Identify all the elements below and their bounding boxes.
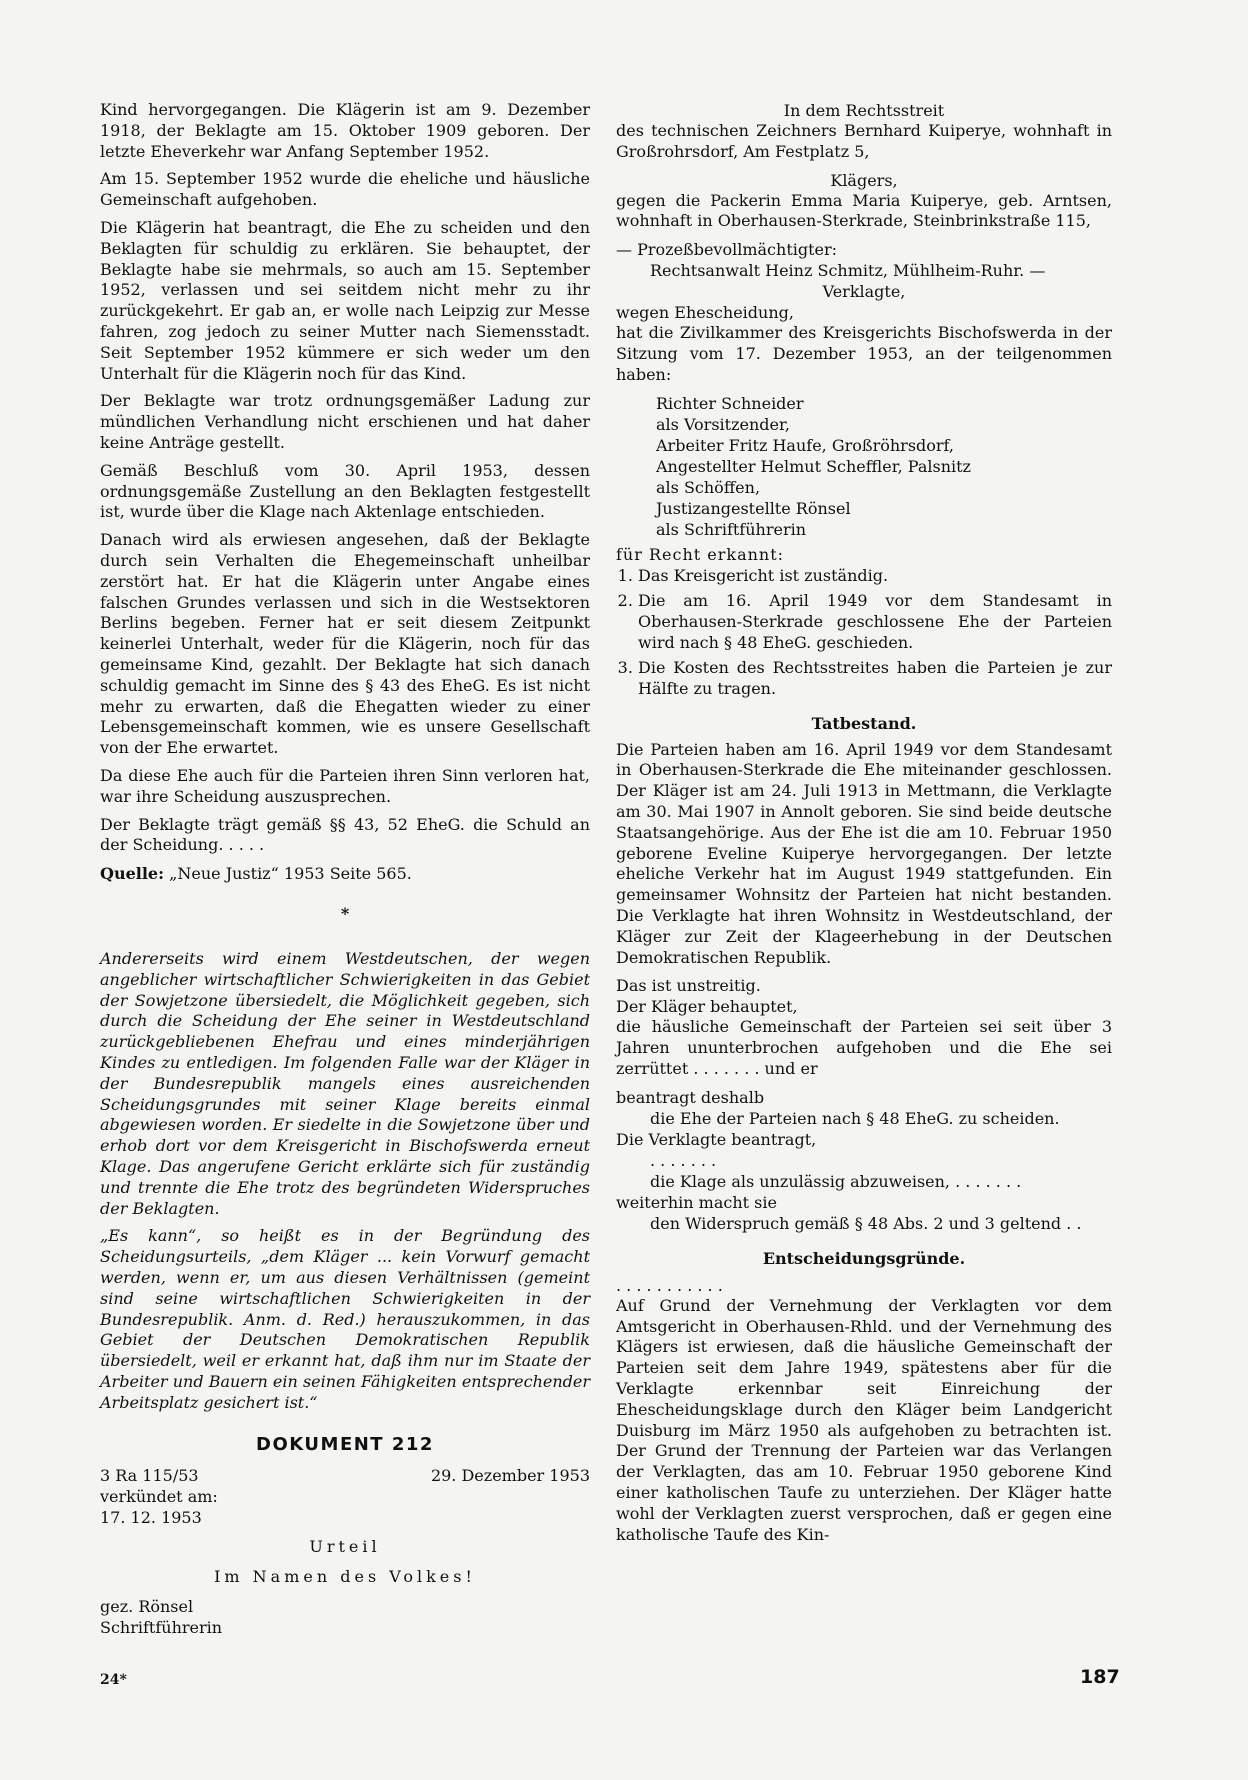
document-title: DOKUMENT 212: [256, 1433, 434, 1455]
section-heading: Entscheidungsgründe.: [762, 1248, 966, 1268]
party-role: Klägers,: [830, 170, 898, 190]
tenor-item: 2. Die am 16. April 1949 vor dem Standesamt in Oberhausen-Sterkrade geschlossene Ehe der Parteien wird nach § 48 EheG. geschieden.: [638, 590, 1112, 653]
editorial-paragraph: „Es kann“, so heißt es in der Begründung des Scheidungsurteils, „dem Kläger ... kein Vorwurf gemacht werden, wenn er, um aus diesen Verhältnissen (gemeint sind seine wirtschaftlichen Schwierigkeiten in der Bundesrepublik. Anm. d. Red.) herauszukommen, in das Gebiet der Deutschen Demokratischen Republik übersiedelt, weil er erkannt hat, daß ihm nur im Staate der Arbeiter und Bauern ein seinen Fähigkeiten entsprechender Arbeitsplatz gesichert ist.“: [100, 1226, 590, 1412]
paragraph: Kind hervorgegangen. Die Klägerin ist am 9. Dezember 1918, der Beklagte am 15. Oktober 1909 geboren. Der letzte Eheverkehr war Anfang September 1952.: [100, 100, 590, 161]
signature: gez. Rönsel: [100, 1596, 194, 1616]
tenor-list: [616, 565, 1112, 699]
announcement-label: verkündet am:: [100, 1486, 218, 1506]
member-line: Justizangestellte Rönsel: [656, 498, 851, 518]
paragraph: Da diese Ehe auch für die Parteien ihren Sinn verloren hat, war ihre Scheidung auszusprechen.: [100, 765, 590, 806]
left-column: [100, 100, 590, 1638]
text-line: den Widerspruch gemäß § 48 Abs. 2 und 3 geltend . .: [650, 1213, 1082, 1233]
counsel-name: Rechtsanwalt Heinz Schmitz, Mühlheim-Ruhr. —: [650, 261, 1046, 281]
signature-role: Schriftführerin: [100, 1617, 223, 1637]
text-line: . . . . . . . . . . .: [616, 1275, 723, 1295]
court-members: [616, 393, 1112, 540]
text-line: die Klage als unzulässig abzuweisen, . . . . . . .: [650, 1171, 1022, 1191]
verdict-intro: für Recht erkannt:: [616, 544, 785, 564]
paragraph: Der Beklagte trägt gemäß §§ 43, 52 EheG. die Schuld an der Scheidung. . . . .: [100, 814, 590, 855]
verdict-heading: Urteil: [309, 1536, 381, 1556]
section-separator: *: [340, 904, 350, 924]
tenor-item: 1. Das Kreisgericht ist zuständig.: [638, 565, 1112, 586]
defendant-info: gegen die Packerin Emma Maria Kuiperye, geb. Arntsen, wohnhaft in Oberhausen-Sterkrade, Steinbrinkstraße 115,: [616, 190, 1112, 231]
case-heading: In dem Rechtsstreit: [783, 101, 945, 120]
member-line: Angestellter Helmut Scheffler, Palsnitz: [656, 456, 971, 476]
docket-number: 3 Ra 115/53: [100, 1465, 199, 1485]
text-line: die Ehe der Parteien nach § 48 EheG. zu scheiden.: [650, 1108, 1060, 1128]
docket-row: [100, 1465, 590, 1486]
page-number: 187: [1080, 1666, 1120, 1688]
right-column: [616, 100, 1112, 1552]
paragraph: Am 15. September 1952 wurde die eheliche und häusliche Gemeinschaft aufgehoben.: [100, 169, 590, 210]
plaintiff-info: des technischen Zeichners Bernhard Kuiperye, wohnhaft in Großrohrsdorf, Am Festplatz 5,: [616, 121, 1112, 161]
paragraph: Danach wird als erwiesen angesehen, daß der Beklagte durch sein Verhalten die Ehegemeinschaft unheilbar zerstört hat. Er hat die Klägerin unter Angabe eines falschen Grundes verlassen und sich in die Westsektoren Berlins begeben. Ferner hat er seit diesem Zeitpunkt keinerlei Unterhalt, weder für die Klägerin, noch für das gemeinsame Kind, gezahlt. Der Beklagte hat sich danach schuldig gemacht im Sinne des § 43 des EheG. Es ist nicht mehr zu erwarten, daß die Ehegatten wieder zu einer Lebensgemeinschaft kommen, wie es unsere Gesellschaft von der Ehe erwartet.: [100, 530, 590, 758]
signature-mark: 24*: [100, 1672, 127, 1688]
source-citation: [100, 863, 590, 884]
source-text: „Neue Justiz“ 1953 Seite 565.: [169, 864, 412, 884]
text-line: weiterhin macht sie: [616, 1192, 777, 1212]
court-composition: hat die Zivilkammer des Kreisgerichts Bischofswerda in der Sitzung vom 17. Dezember 1953, an der teilgenommen haben:: [616, 323, 1112, 384]
member-line: als Schöffen,: [656, 477, 761, 497]
document-date: 29. Dezember 1953: [430, 1465, 590, 1485]
text-line: beantragt deshalb: [616, 1087, 765, 1107]
text-line: . . . . . . .: [650, 1150, 717, 1170]
source-label: Quelle:: [100, 864, 164, 884]
tenor-item: 3. Die Kosten des Rechtsstreites haben die Parteien je zur Hälfte zu tragen.: [638, 657, 1112, 699]
paragraph: Der Beklagte war trotz ordnungsgemäßer Ladung zur mündlichen Verhandlung nicht erschienen und hat daher keine Anträge gestellt.: [100, 391, 590, 452]
section-heading: Tatbestand.: [811, 713, 917, 733]
paragraph: Die Klägerin hat beantragt, die Ehe zu scheiden und den Beklagten für schuldig zu erklären. Sie behauptet, der Beklagte habe sie mehrmals, so auch am 15. September 1952, verlassen und sei seitdem nicht mehr zu ihr zurückgekehrt. Er gab an, er wolle nach Leipzig zur Messe fahren, zog jedoch zu seiner Mutter nach Siemensstadt. Seit September 1952 kümmere er sich weder um den Unterhalt für die Klägerin noch für das Kind.: [100, 217, 590, 383]
paragraph: Auf Grund der Vernehmung der Verklagten vor dem Amtsgericht in Oberhausen-Rhld. und der Vernehmung des Klägers ist erwiesen, daß die häusliche Gemeinschaft der Parteien seit dem Jahre 1949, spätestens aber für die Verklagte erkennbar seit Einreichung der Ehescheidungsklage durch den Kläger beim Landgericht Duisburg im März 1950 als aufgehoben zu betrachten ist. Der Grund der Trennung der Parteien war das Verlangen der Verklagten, das am 10. Februar 1950 geborene Kind einer katholischen Taufe zu unterziehen. Der Kläger hatte wohl der Verklagten zuerst versprochen, daß er gegen eine katholische Taufe des Kin-: [616, 1295, 1112, 1544]
paragraph: die häusliche Gemeinschaft der Parteien sei seit über 3 Jahren ununterbrochen aufgehoben und die Ehe sei zerrüttet . . . . . . . und er: [616, 1017, 1112, 1078]
member-line: als Schriftführerin: [656, 519, 807, 539]
party-role: Verklagte,: [822, 282, 906, 302]
announcement-date: 17. 12. 1953: [100, 1507, 202, 1527]
counsel-label: — Prozeßbevollmächtigter:: [616, 240, 838, 260]
case-subject: wegen Ehescheidung,: [616, 303, 794, 323]
member-line: als Vorsitzender,: [656, 414, 790, 434]
text-line: Der Kläger behauptet,: [616, 997, 798, 1017]
editorial-paragraph: Andererseits wird einem Westdeutschen, der wegen angeblicher wirtschaftlicher Schwierigkeiten in das Gebiet der Sowjetzone übersiedelt, die Möglichkeit gegeben, sich durch die Scheidung der Ehe seiner in Westdeutschland zurückgebliebenen Ehefrau und eines minderjährigen Kindes zu entledigen. Im folgenden Falle war der Kläger in der Bundesrepublik mangels eines ausreichenden Scheidungsgrundes mit seiner Klage bereits einmal abgewiesen worden. Er siedelte in die Sowjetzone über und erhob dort vor dem Kreisgericht in Bischofswerda erneut Klage. Das angerufene Gericht erklärte sich für zuständig und trennte die Ehe trotz des begründeten Widerspruches der Beklagten.: [100, 949, 590, 1218]
text-line: Das ist unstreitig.: [616, 976, 761, 996]
text-line: Die Verklagte beantragt,: [616, 1129, 817, 1149]
paragraph: Gemäß Beschluß vom 30. April 1953, dessen ordnungsgemäße Zustellung an den Beklagten festgestellt ist, wurde über die Klage nach Aktenlage entschieden.: [100, 460, 590, 522]
verdict-formula: Im Namen des Volkes!: [214, 1566, 476, 1586]
paragraph: Die Parteien haben am 16. April 1949 vor dem Standesamt in Oberhausen-Sterkrade die Ehe miteinander geschlossen. Der Kläger ist am 24. Juli 1913 in Mettmann, die Verklagte am 30. Mai 1907 in Annolt geboren. Sie sind beide deutsche Staatsangehörige. Aus der Ehe ist die am 10. Februar 1950 geborene Eveline Kuiperye hervorgegangen. Der letzte eheliche Verkehr hat im August 1949 stattgefunden. Ein gemeinsamer Wohnsitz der Parteien hat nicht bestanden. Die Verklagte hat ihren Wohnsitz in Westdeutschland, der Kläger zur Zeit der Klageerhebung in der Deutschen Demokratischen Republik.: [616, 739, 1112, 967]
member-line: Richter Schneider: [656, 393, 804, 413]
member-line: Arbeiter Fritz Haufe, Großröhrsdorf,: [656, 435, 954, 455]
